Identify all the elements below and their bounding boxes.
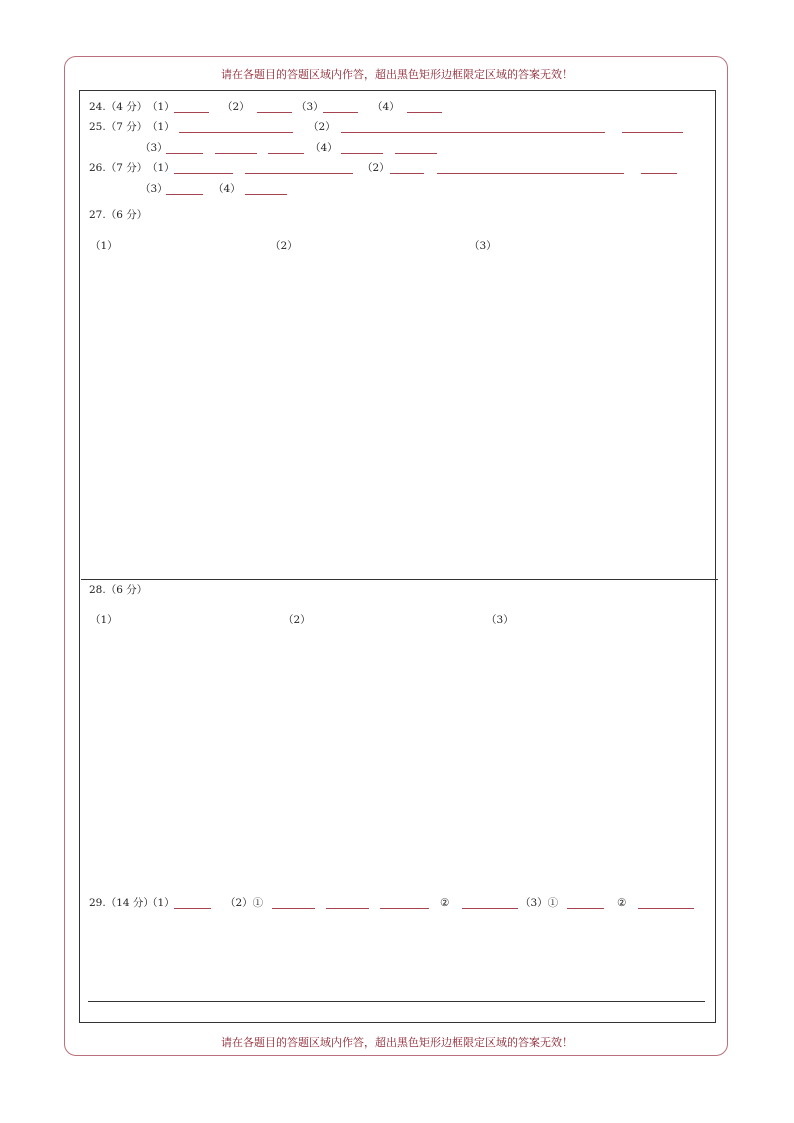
q26-blank-1b[interactable] [245, 173, 353, 174]
q29-blank-3a[interactable] [567, 908, 604, 909]
q26-blank-1a[interactable] [174, 173, 233, 174]
q29-blank-3b[interactable] [638, 908, 694, 909]
q28-label: 28.（6 分） [89, 584, 148, 596]
q25-part2-label: （2） [308, 121, 336, 133]
q24-blank-2[interactable] [257, 112, 292, 113]
q25-label: 25.（7 分） [89, 121, 148, 133]
q29-blank-2b[interactable] [326, 908, 369, 909]
q29-part2-label: （2）① [225, 897, 264, 909]
q26-blank-2c[interactable] [641, 173, 677, 174]
q24-part1-label: （1） [147, 101, 175, 113]
q28-part2-label: （2） [283, 614, 311, 626]
q26-part2-label: （2） [362, 162, 390, 174]
q26-part1-label: （1） [147, 162, 175, 174]
q25-blank-2a[interactable] [341, 132, 605, 133]
q27-part1-label: （1） [90, 240, 118, 252]
q26-part3-label: （3） [140, 183, 168, 195]
q26-blank-2b[interactable] [437, 173, 624, 174]
q27-part3-label: （3） [469, 240, 497, 252]
q29-part2-item2-label: ② [440, 897, 450, 909]
q25-blank-3a[interactable] [166, 153, 203, 154]
q28-part3-label: （3） [486, 614, 514, 626]
bottom-rule-line [88, 1001, 705, 1002]
q29-part3-item2-label: ② [617, 897, 627, 909]
q24-label: 24.（4 分） [89, 101, 148, 113]
q26-blank-2a[interactable] [390, 173, 424, 174]
q25-blank-1[interactable] [179, 132, 293, 133]
q26-label: 26.（7 分） [89, 162, 148, 174]
q25-part4-label: （4） [310, 142, 338, 154]
q29-blank-2a[interactable] [272, 908, 315, 909]
q26-part4-label: （4） [213, 183, 241, 195]
q25-blank-3c[interactable] [268, 153, 304, 154]
q26-blank-4[interactable] [245, 194, 287, 195]
q24-blank-3[interactable] [323, 112, 358, 113]
q25-part3-label: （3） [140, 142, 168, 154]
answer-region-box [79, 90, 716, 1023]
q25-part1-label: （1） [147, 121, 175, 133]
top-notice: 请在各题目的答题区域内作答，超出黑色矩形边框限定区域的答案无效！ [221, 68, 573, 81]
bottom-notice: 请在各题目的答题区域内作答，超出黑色矩形边框限定区域的答案无效！ [221, 1036, 573, 1049]
q24-blank-4[interactable] [407, 112, 442, 113]
q29-part1-label: （1） [147, 897, 175, 909]
q25-blank-4b[interactable] [395, 153, 437, 154]
q26-blank-3[interactable] [166, 194, 203, 195]
q29-blank-1[interactable] [174, 908, 211, 909]
q29-blank-2d[interactable] [462, 908, 518, 909]
q24-part2-label: （2） [222, 101, 250, 113]
q24-part4-label: （4） [372, 101, 400, 113]
q24-blank-1[interactable] [174, 112, 209, 113]
q27-label: 27.（6 分） [89, 209, 148, 221]
q25-blank-2b[interactable] [622, 132, 683, 133]
q29-part3-label: （3）① [520, 897, 559, 909]
q28-part1-label: （1） [90, 614, 118, 626]
q29-label: 29.（14 分） [89, 897, 154, 909]
q25-blank-3b[interactable] [215, 153, 257, 154]
q24-part3-label: （3） [296, 101, 324, 113]
q27-part2-label: （2） [270, 240, 298, 252]
section-divider [81, 579, 718, 580]
q29-blank-2c[interactable] [380, 908, 429, 909]
q25-blank-4a[interactable] [341, 153, 383, 154]
